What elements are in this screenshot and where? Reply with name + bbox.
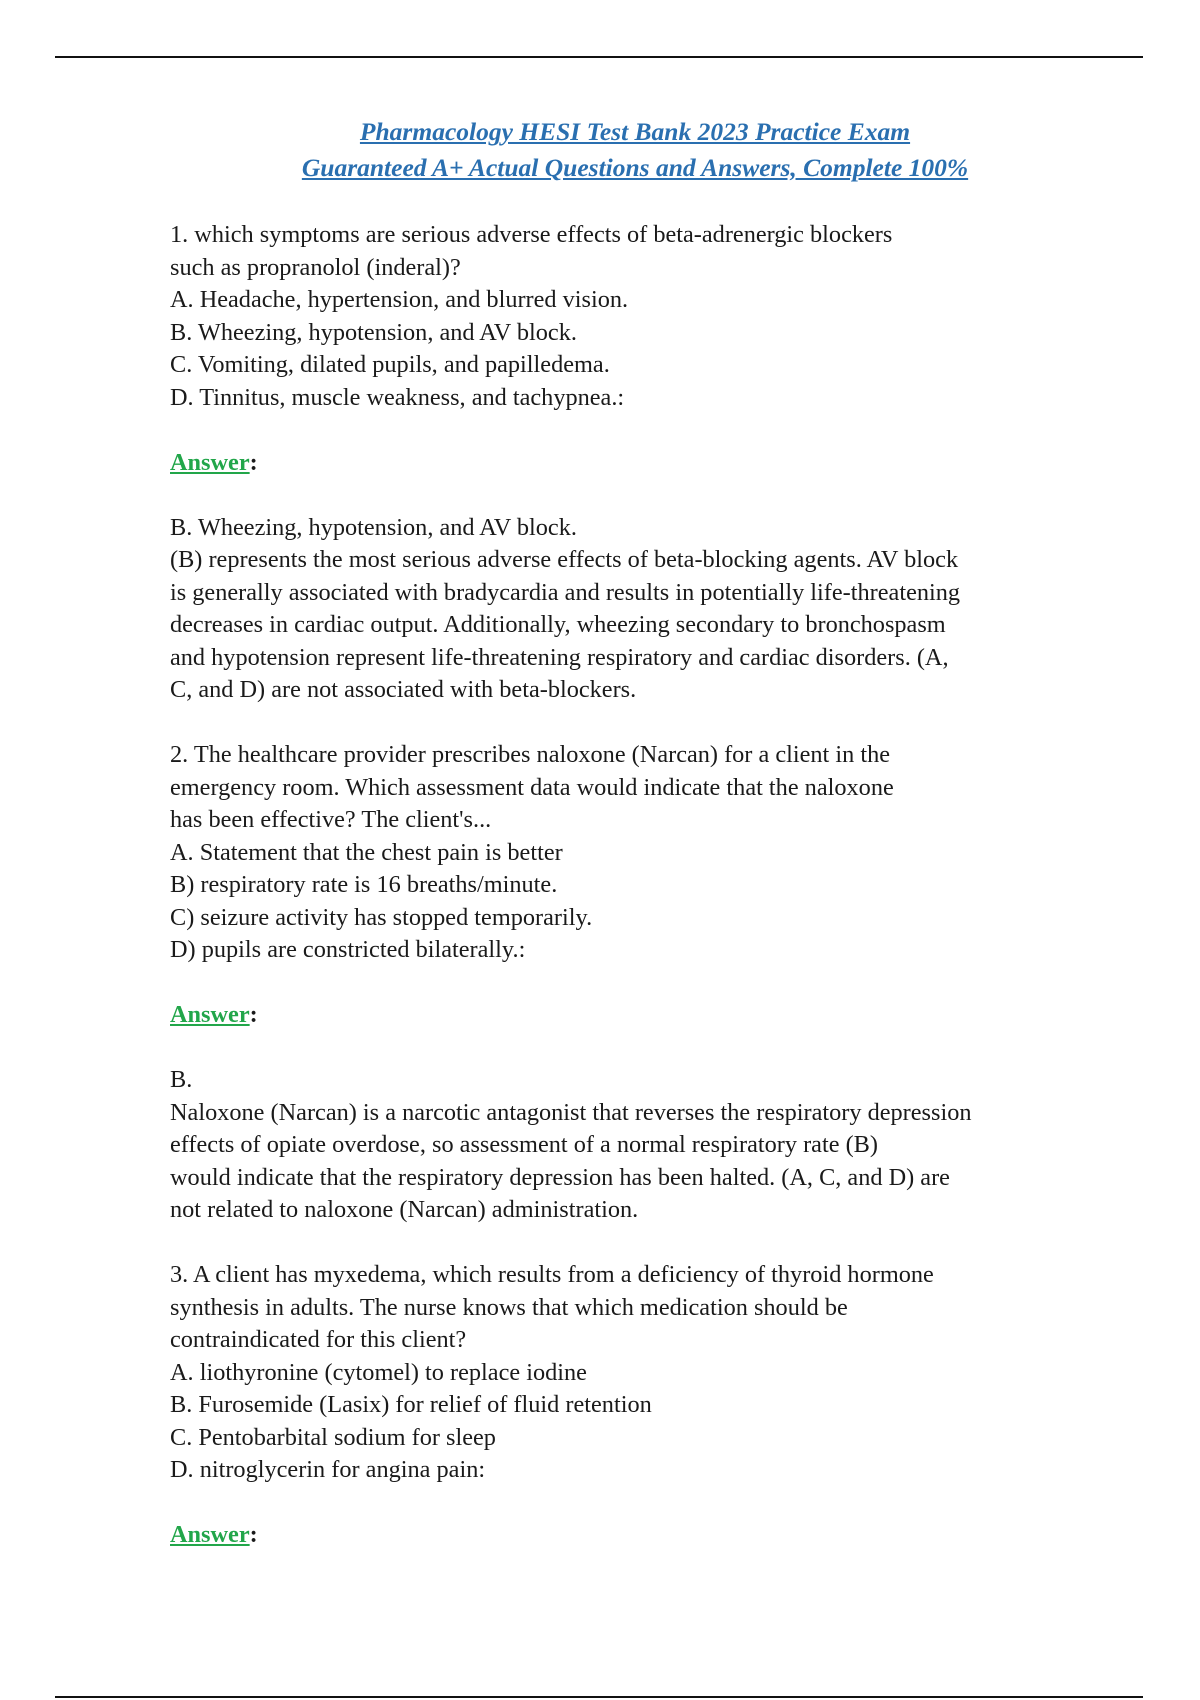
spacer (170, 1227, 1110, 1260)
answer-option: A. liothyronine (cytomel) to replace iodine (170, 1358, 587, 1386)
answer-option: C. Pentobarbital sodium for sleep (170, 1423, 496, 1451)
answer-label (170, 1519, 1110, 1552)
spacer (170, 479, 1110, 512)
question-stem-line: has been effective? The client's... (170, 806, 492, 833)
answer-option: B) respiratory rate is 16 breaths/minute. (170, 871, 558, 898)
answer-option: D. Tinnitus, muscle weakness, and tachypnea.: (170, 383, 625, 411)
answer-label (170, 447, 1110, 480)
footer-rule (55, 1696, 1143, 1698)
question-stem-line: 2. The healthcare provider prescribes naloxone (Narcan) for a client in the (170, 741, 891, 768)
spacer (170, 1032, 1110, 1065)
answer-option: C. Vomiting, dilated pupils, and papilledema. (170, 351, 610, 378)
answer-label (170, 999, 1110, 1032)
answer-option: D) pupils are constricted bilaterally.: (170, 936, 526, 963)
answer-text-line: Naloxone (Narcan) is a narcotic antagonist that reverses the respiratory depression (170, 1098, 972, 1126)
answer-text-line: not related to naloxone (Narcan) administration. (170, 1196, 639, 1223)
answer-text-line: decreases in cardiac output. Additionally, wheezing secondary to bronchospasm (170, 611, 946, 638)
answer-word: Answer (170, 1001, 250, 1028)
answer-option: D. nitroglycerin for angina pain: (170, 1456, 486, 1483)
answer-text-line: (B) represents the most serious adverse effects of beta-blocking agents. AV block (170, 546, 959, 573)
answer-text-line: is generally associated with bradycardia and results in potentially life-threatening (170, 578, 961, 606)
question-stem-line: such as propranolol (inderal)? (170, 253, 461, 281)
title-line-2: Guaranteed A+ Actual Questions and Answers, Complete 100% (301, 153, 969, 182)
spacer (170, 1487, 1110, 1520)
answer-option: A. Statement that the chest pain is better (170, 838, 563, 866)
question-stem-line: 1. which symptoms are serious adverse effects of beta-adrenergic blockers (170, 221, 893, 248)
question-3 (170, 1259, 1110, 1487)
answer-text-line: B. (170, 1066, 193, 1093)
answer-text-line: B. Wheezing, hypotension, and AV block. (170, 513, 577, 541)
header-rule (55, 56, 1143, 58)
question-stem-line: emergency room. Which assessment data would indicate that the naloxone (170, 773, 894, 801)
answer-2 (170, 1064, 1110, 1227)
spacer (170, 707, 1110, 740)
answer-text-line: C, and D) are not associated with beta-blockers. (170, 676, 637, 703)
question-stem-line: contraindicated for this client? (170, 1326, 467, 1353)
document-body (170, 219, 1110, 1552)
question-1 (170, 219, 1110, 414)
question-stem-line: synthesis in adults. The nurse knows that which medication should be (170, 1293, 848, 1321)
question-stem-line: 3. A client has myxedema, which results from a deficiency of thyroid hormone (170, 1261, 934, 1288)
title-line-1: Pharmacology HESI Test Bank 2023 Practice Exam (359, 117, 911, 146)
answer-text-line: would indicate that the respiratory depression has been halted. (A, C, and D) are (170, 1163, 950, 1191)
answer-option: B. Furosemide (Lasix) for relief of fluid retention (170, 1391, 652, 1418)
answer-word: Answer (170, 448, 250, 476)
answer-option: C) seizure activity has stopped temporarily. (170, 903, 593, 931)
spacer (170, 414, 1110, 447)
answer-option: B. Wheezing, hypotension, and AV block. (170, 318, 577, 346)
question-2 (170, 739, 1110, 967)
answer-colon: : (249, 1521, 258, 1548)
answer-text-line: effects of opiate overdose, so assessment of a normal respiratory rate (B) (170, 1131, 878, 1158)
answer-1 (170, 512, 1110, 707)
answer-text-line: and hypotension represent life-threatening respiratory and cardiac disorders. (A, (170, 643, 949, 671)
answer-word: Answer (170, 1521, 250, 1548)
answer-colon: : (249, 448, 258, 476)
answer-colon: : (249, 1001, 258, 1028)
document-title (0, 114, 1200, 186)
answer-option: A. Headache, hypertension, and blurred vision. (170, 286, 629, 313)
spacer (170, 967, 1110, 1000)
